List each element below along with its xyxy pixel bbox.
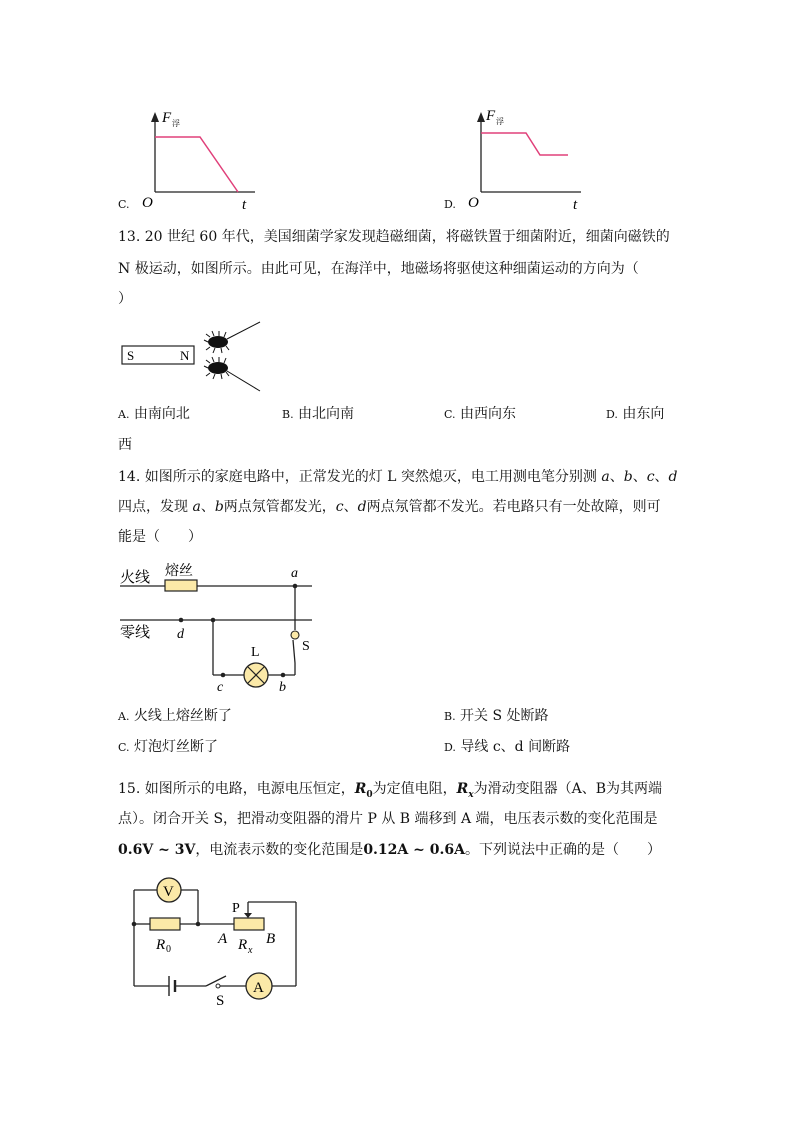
q15-line3b: 。下列说法中正确的是（ ）	[464, 842, 661, 858]
q13-option-d-letter: D.	[606, 408, 618, 421]
q15-line3	[118, 840, 661, 860]
graph-c-y-arrow	[151, 112, 159, 122]
q14-pt-d: d	[357, 499, 367, 515]
graph-d-y-label: F	[486, 108, 496, 124]
q13-option-a[interactable]	[118, 404, 190, 425]
q15-line1c: 为滑动变阻器（A、B为其两端	[473, 781, 663, 797]
graph-d	[436, 100, 636, 215]
q14-four-points: 四点，发现	[118, 499, 193, 515]
bacterium-top	[204, 322, 260, 353]
point-a-label: A	[218, 931, 228, 947]
q13-option-b[interactable]	[282, 404, 354, 425]
q14-line2	[118, 497, 661, 517]
graph-d-y-sub: 浮	[496, 117, 504, 126]
q14-option-d-letter: D.	[444, 741, 456, 754]
q15-rx-sub: x	[468, 789, 474, 800]
q14-pt-d: d	[668, 469, 678, 485]
q13-option-c[interactable]	[444, 404, 516, 425]
graph-d-x-label: t	[573, 197, 578, 213]
q13-option-d-text: 由东向	[622, 406, 665, 422]
q14-sep: 、	[609, 469, 624, 485]
q13-option-a-text: 由南向北	[133, 406, 190, 422]
node-c-label: c	[217, 680, 224, 695]
r0-sub: 0	[166, 944, 171, 955]
graph-d-curve	[481, 133, 568, 155]
q14-sep: 、	[654, 469, 669, 485]
fuse	[165, 580, 197, 591]
q14-pt-c: c	[646, 469, 655, 485]
graph-d-option: D.	[444, 198, 456, 211]
neutral-wire-label: 零线	[120, 625, 151, 641]
rheostat-rx	[234, 918, 264, 930]
q15-line2: 点）。闭合开关 S，把滑动变阻器的滑片 P 从 B 端移到 A 端，电压表示数的变化范围是	[118, 811, 658, 827]
q13-option-c-text: 由西向东	[459, 406, 516, 422]
switch-contact	[291, 631, 299, 639]
switch-label: S	[302, 639, 310, 654]
graph-c-curve	[155, 137, 238, 192]
switch-blade	[293, 640, 295, 663]
q14-option-a-text: 火线上熔丝断了	[133, 708, 232, 724]
graph-c-x-label: t	[242, 197, 247, 213]
node-a-label: a	[291, 566, 298, 581]
q13-option-a-letter: A.	[118, 408, 130, 421]
q14-pt-b: b	[623, 469, 633, 485]
q14-option-d[interactable]	[444, 737, 570, 758]
junction-right	[196, 922, 201, 927]
fuse-label: 熔丝	[165, 564, 193, 579]
q13-line3: ）	[118, 291, 132, 307]
q14-line3: 能是（ ）	[118, 529, 202, 545]
q15-voltage-range: 0.6V ~ 3V	[118, 842, 196, 858]
q13-option-d[interactable]	[606, 404, 664, 425]
graph-c-y-label: F	[162, 110, 172, 126]
q14-option-c-text: 灯泡灯丝断了	[133, 739, 218, 755]
live-wire-label: 火线	[120, 570, 151, 586]
switch-s-contact	[216, 984, 220, 988]
q14-option-b-text: 开关 S 处断路	[460, 708, 549, 724]
q15-circuit	[126, 872, 326, 1007]
q14-mid2: 两点氖管都不发光。若电路只有一处故障，则可	[366, 499, 661, 515]
node-c	[221, 673, 226, 678]
q14-option-c[interactable]	[118, 737, 218, 758]
graph-d-origin: O	[468, 195, 479, 211]
q15-r0-sub: 0	[366, 789, 373, 800]
point-b-label: B	[266, 931, 276, 947]
q14-sep: 、	[343, 499, 358, 515]
graph-d-plot	[436, 100, 636, 215]
q15-line3a: ，电流表示数的变化范围是	[195, 842, 364, 858]
slider-p-label: P	[232, 901, 240, 916]
lamp-label: L	[251, 645, 260, 660]
switch-s-label: S	[216, 993, 225, 1007]
q15-line1	[118, 779, 662, 805]
graph-c-origin: O	[142, 195, 153, 211]
q14-option-b[interactable]	[444, 706, 549, 727]
q13-option-b-text: 由北向南	[298, 406, 355, 422]
q14-option-a-letter: A.	[118, 710, 130, 723]
q15-rx: R	[456, 781, 469, 797]
magnet-s-pole: S	[127, 348, 135, 363]
q14-sep: 、	[200, 499, 215, 515]
node-d-label: d	[177, 627, 184, 642]
q14-option-c-letter: C.	[118, 741, 130, 754]
q14-option-a[interactable]	[118, 706, 232, 727]
q15-r0: R	[354, 781, 367, 797]
q14-line1-text: 14. 如图所示的家庭电路中，正常发光的灯 L 突然熄灭，电工用测电笔分别测	[118, 469, 602, 485]
q15-line1a: 15. 如图所示的电路，电源电压恒定，	[118, 781, 355, 797]
graph-c	[110, 100, 310, 215]
q14-circuit	[118, 556, 318, 696]
q14-pt-a: a	[192, 499, 201, 515]
voltmeter-label: V	[163, 884, 174, 900]
q14-mid1: 两点氖管都发光，	[223, 499, 336, 515]
q14-option-b-letter: B.	[444, 710, 456, 723]
q13-magnet-figure	[118, 318, 278, 398]
q13-option-b-letter: B.	[282, 408, 294, 421]
q13-line2: N 极运动，如图所示。由此可见，在海洋中，地磁场将驱使这种细菌运动的方向为（	[118, 261, 639, 277]
q13-line1: 13. 20 世纪 60 年代，美国细菌学家发现趋磁细菌，将磁铁置于细菌附近，细菌向磁铁的	[118, 229, 670, 245]
q14-sep: 、	[632, 469, 647, 485]
q13-option-c-letter: C.	[444, 408, 456, 421]
node-b	[281, 673, 286, 678]
graph-d-y-arrow	[477, 112, 485, 122]
graph-c-y-sub: 浮	[172, 119, 180, 128]
q14-option-d-text: 导线 c、d 间断路	[460, 739, 571, 755]
q15-line1b: 为定值电阻，	[372, 781, 457, 797]
node-d	[179, 618, 184, 623]
node-b-label: b	[279, 680, 286, 695]
q14-line1	[118, 467, 678, 487]
q14-pt-c: c	[335, 499, 344, 515]
q13-option-d-wrap: 西	[118, 437, 132, 453]
q14-pt-a: a	[601, 469, 610, 485]
bacterium-bottom	[204, 357, 260, 391]
resistor-r0	[150, 918, 180, 930]
graph-c-option: C.	[118, 198, 130, 211]
rx-sub: x	[248, 945, 253, 956]
rx-label: R	[238, 937, 248, 953]
q15-current-range: 0.12A ~ 0.6A	[363, 842, 465, 858]
graph-c-plot	[110, 100, 310, 215]
magnet-n-pole: N	[180, 348, 190, 363]
r0-label: R	[156, 937, 166, 953]
q14-pt-b: b	[214, 499, 224, 515]
ammeter-label: A	[253, 980, 264, 996]
